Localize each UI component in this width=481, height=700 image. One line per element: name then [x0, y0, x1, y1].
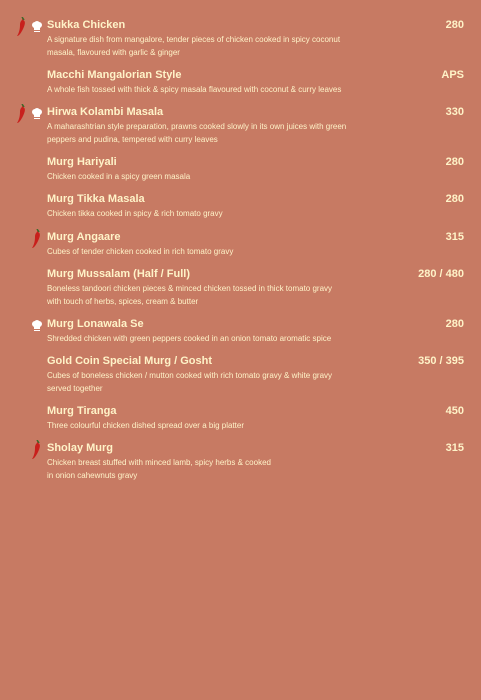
item-price: 315	[445, 442, 464, 454]
item-name: Sholay Murg	[47, 442, 114, 454]
item-name: Hirwa Kolambi Masala	[47, 106, 164, 118]
item-name: Murg Mussalam (Half / Full)	[47, 268, 191, 280]
item-price: 280	[445, 156, 464, 168]
item-description: Three colourful chicken dished spread over a big platter	[47, 421, 244, 430]
item-price: APS	[441, 69, 464, 81]
item-name: Murg Angaare	[47, 231, 121, 243]
chili-icon	[16, 17, 27, 37]
item-description: Cubes of boneless chicken / mutton cooked with rich tomato gravy & white gravy served together	[47, 371, 333, 393]
item-description: A signature dish from mangalore, tender pieces of chicken cooked in spicy coconut masala, flavoured with garlic & ginger	[47, 35, 341, 57]
item-price: 280	[445, 193, 464, 205]
item-description: Boneless tandoori chicken pieces & minced chicken tossed in thick tomato gravy with touch of herbs, spices, cream & butter	[47, 284, 333, 306]
chef-hat-icon	[31, 108, 43, 120]
item-price: 330	[445, 106, 464, 118]
chef-hat-icon	[31, 21, 43, 33]
chili-icon	[16, 104, 27, 124]
item-name: Gold Coin Special Murg / Gosht	[47, 355, 213, 367]
item-price: 315	[445, 231, 464, 243]
item-description: Shredded chicken with green peppers cooked in an onion tomato aromatic spice	[47, 334, 332, 343]
item-name: Murg Hariyali	[47, 156, 117, 168]
item-name: Sukka Chicken	[47, 19, 126, 31]
item-name: Murg Lonawala Se	[47, 318, 144, 330]
item-price: 350 / 395	[418, 355, 464, 367]
item-description: Chicken breast stuffed with minced lamb, spicy herbs & cooked in onion cahewnuts gravy	[47, 458, 271, 480]
chef-hat-icon	[31, 320, 43, 332]
item-description: A whole fish tossed with thick & spicy masala flavoured with coconut & curry leaves	[47, 85, 342, 94]
item-price: 450	[445, 405, 464, 417]
item-description: Chicken cooked in a spicy green masala	[47, 172, 191, 181]
item-name: Murg Tikka Masala	[47, 193, 145, 205]
item-price: 280	[445, 19, 464, 31]
item-name: Murg Tiranga	[47, 405, 117, 417]
item-price: 280 / 480	[418, 268, 464, 280]
chili-icon	[31, 229, 42, 249]
item-description: Chicken tikka cooked in spicy & rich tomato gravy	[47, 209, 223, 218]
item-price: 280	[445, 318, 464, 330]
item-description: A maharashtrian style preparation, prawns cooked slowly in its own juices with green peppers and pudina, tempered with curry leaves	[47, 122, 347, 144]
item-name: Macchi Mangalorian Style	[47, 69, 182, 81]
chili-icon	[31, 440, 42, 460]
item-description: Cubes of tender chicken cooked in rich tomato gravy	[47, 247, 234, 256]
